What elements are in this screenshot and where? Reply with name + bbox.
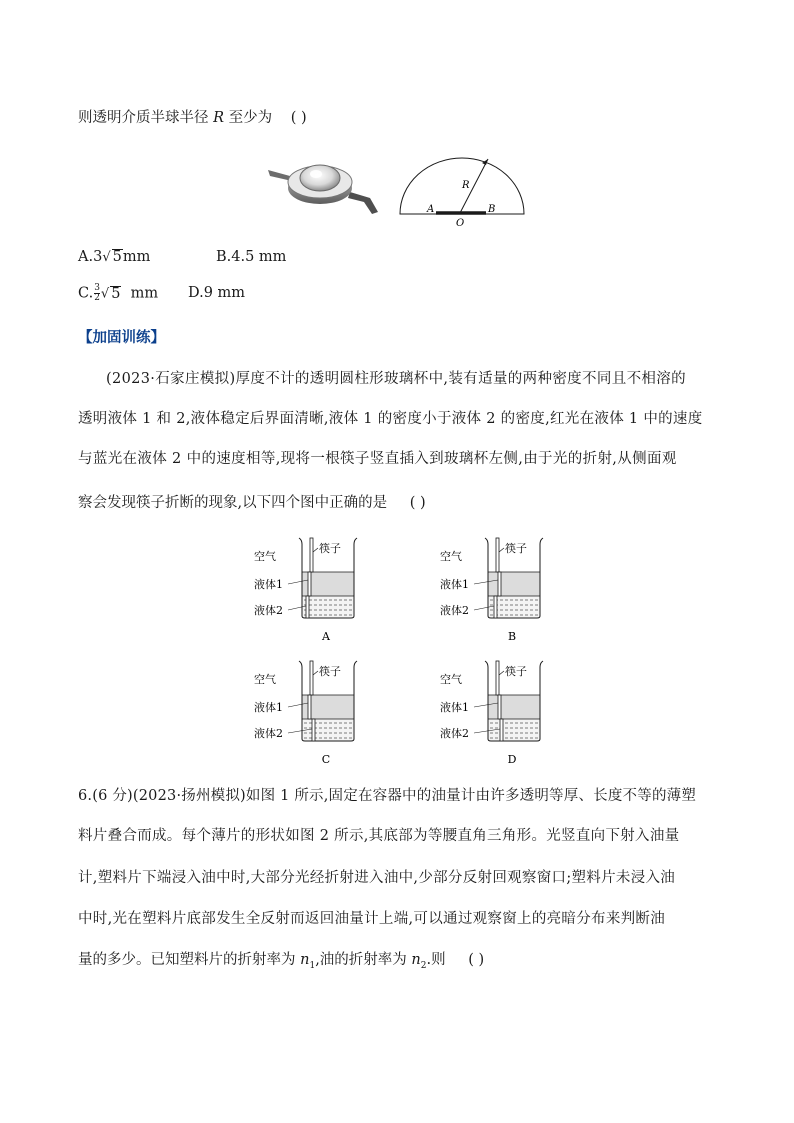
option-b: B.4.5 mm <box>216 249 287 265</box>
led-photo <box>266 150 382 216</box>
variable-R: R <box>213 110 225 126</box>
label-chopstick: 筷子 <box>319 542 341 555</box>
figure-caption: C <box>321 753 331 766</box>
label-liquid2: 液体2 <box>440 604 469 617</box>
figure-caption: A <box>322 630 330 643</box>
label-liquid1: 液体1 <box>440 578 469 591</box>
liquid1-region <box>488 572 540 596</box>
chopstick-liquid2 <box>500 719 503 741</box>
chopstick-air <box>310 661 313 695</box>
beaker-figure-c <box>252 657 372 775</box>
label-R: R <box>462 180 470 191</box>
label-chopstick: 筷子 <box>319 665 341 678</box>
beaker-figure-a <box>252 534 372 652</box>
chopstick-liquid2 <box>306 596 309 618</box>
q6-paren: ( ) <box>468 952 485 968</box>
answer-paren: ( ) <box>290 110 307 126</box>
chopstick-air <box>496 538 499 572</box>
practice-line-4: 察会发现筷子折断的现象,以下四个图中正确的是 ( ) <box>78 495 426 511</box>
q6-line-4: 中时,光在塑料片底部发生全反射而返回油量计上端,可以通过观察窗上的亮暗分布来判断油 <box>78 911 666 927</box>
label-air: 空气 <box>254 550 276 563</box>
option-d: D.9 mm <box>188 285 246 301</box>
label-B: B <box>488 204 496 215</box>
label-liquid2: 液体2 <box>440 727 469 740</box>
practice-line-2: 透明液体 1 和 2,液体稳定后界面清晰,液体 1 的密度小于液体 2 的密度,红光在液体 1 中的速度 <box>78 411 703 427</box>
label-O: O <box>456 218 465 229</box>
chopstick-liquid1 <box>308 695 311 719</box>
beaker-figure-d <box>438 657 558 775</box>
label-air: 空气 <box>440 550 462 563</box>
option-c: C. $\frac{3}{2}$ √ 5 mm <box>78 283 159 303</box>
label-air: 空气 <box>254 673 276 686</box>
label-liquid1: 液体1 <box>254 701 283 714</box>
label-liquid1: 液体1 <box>440 701 469 714</box>
chopstick-liquid1 <box>498 572 501 596</box>
chopstick-air <box>310 538 313 572</box>
beaker-figure-b <box>438 534 558 652</box>
practice-line-1: (2023·石家庄模拟)厚度不计的透明圆柱形玻璃杯中,装有适量的两种密度不同且不相溶的 <box>106 371 686 387</box>
chopstick-liquid2 <box>312 719 315 741</box>
label-A: A <box>427 204 435 215</box>
option-a: A.3√ 5mm <box>78 249 151 265</box>
practice-paren: ( ) <box>409 495 426 511</box>
label-liquid2: 液体2 <box>254 727 283 740</box>
label-chopstick: 筷子 <box>505 542 527 555</box>
chopstick-liquid1 <box>308 572 311 596</box>
q6-line-1: 6.(6 分)(2023·扬州模拟)如图 1 所示,固定在容器中的油量计由许多透明等厚、长度不等的薄塑 <box>78 788 697 804</box>
q6-line-5: 量的多少。已知塑料片的折射率为 $n_1$,油的折射率为 $n_2$.则 ( ) <box>78 952 485 971</box>
liquid1-region <box>488 695 540 719</box>
question-stem: 则透明介质半球半径 R 至少为 ( ) <box>78 110 307 126</box>
section-badge: 【加固训练】 <box>78 329 165 346</box>
q6-line-3: 计,塑料片下端浸入油中时,大部分光经折射进入油中,少部分反射回观察窗口;塑料片未浸入油 <box>78 870 676 886</box>
q6-line-2: 料片叠合而成。每个薄片的形状如图 2 所示,其底部为等腰直角三角形。光竖直向下射入油量 <box>78 828 680 844</box>
figure-caption: B <box>507 630 517 643</box>
figure-caption: D <box>507 753 517 766</box>
label-liquid1: 液体1 <box>254 578 283 591</box>
label-chopstick: 筷子 <box>505 665 527 678</box>
chopstick-air <box>496 661 499 695</box>
label-air: 空气 <box>440 673 462 686</box>
label-liquid2: 液体2 <box>254 604 283 617</box>
hemisphere-diagram <box>398 150 528 230</box>
chopstick-liquid2 <box>494 596 497 618</box>
practice-line-3: 与蓝光在液体 2 中的速度相等,现将一根筷子竖直插入到玻璃杯左侧,由于光的折射,从侧面观 <box>78 451 677 467</box>
chopstick-liquid1 <box>498 695 501 719</box>
